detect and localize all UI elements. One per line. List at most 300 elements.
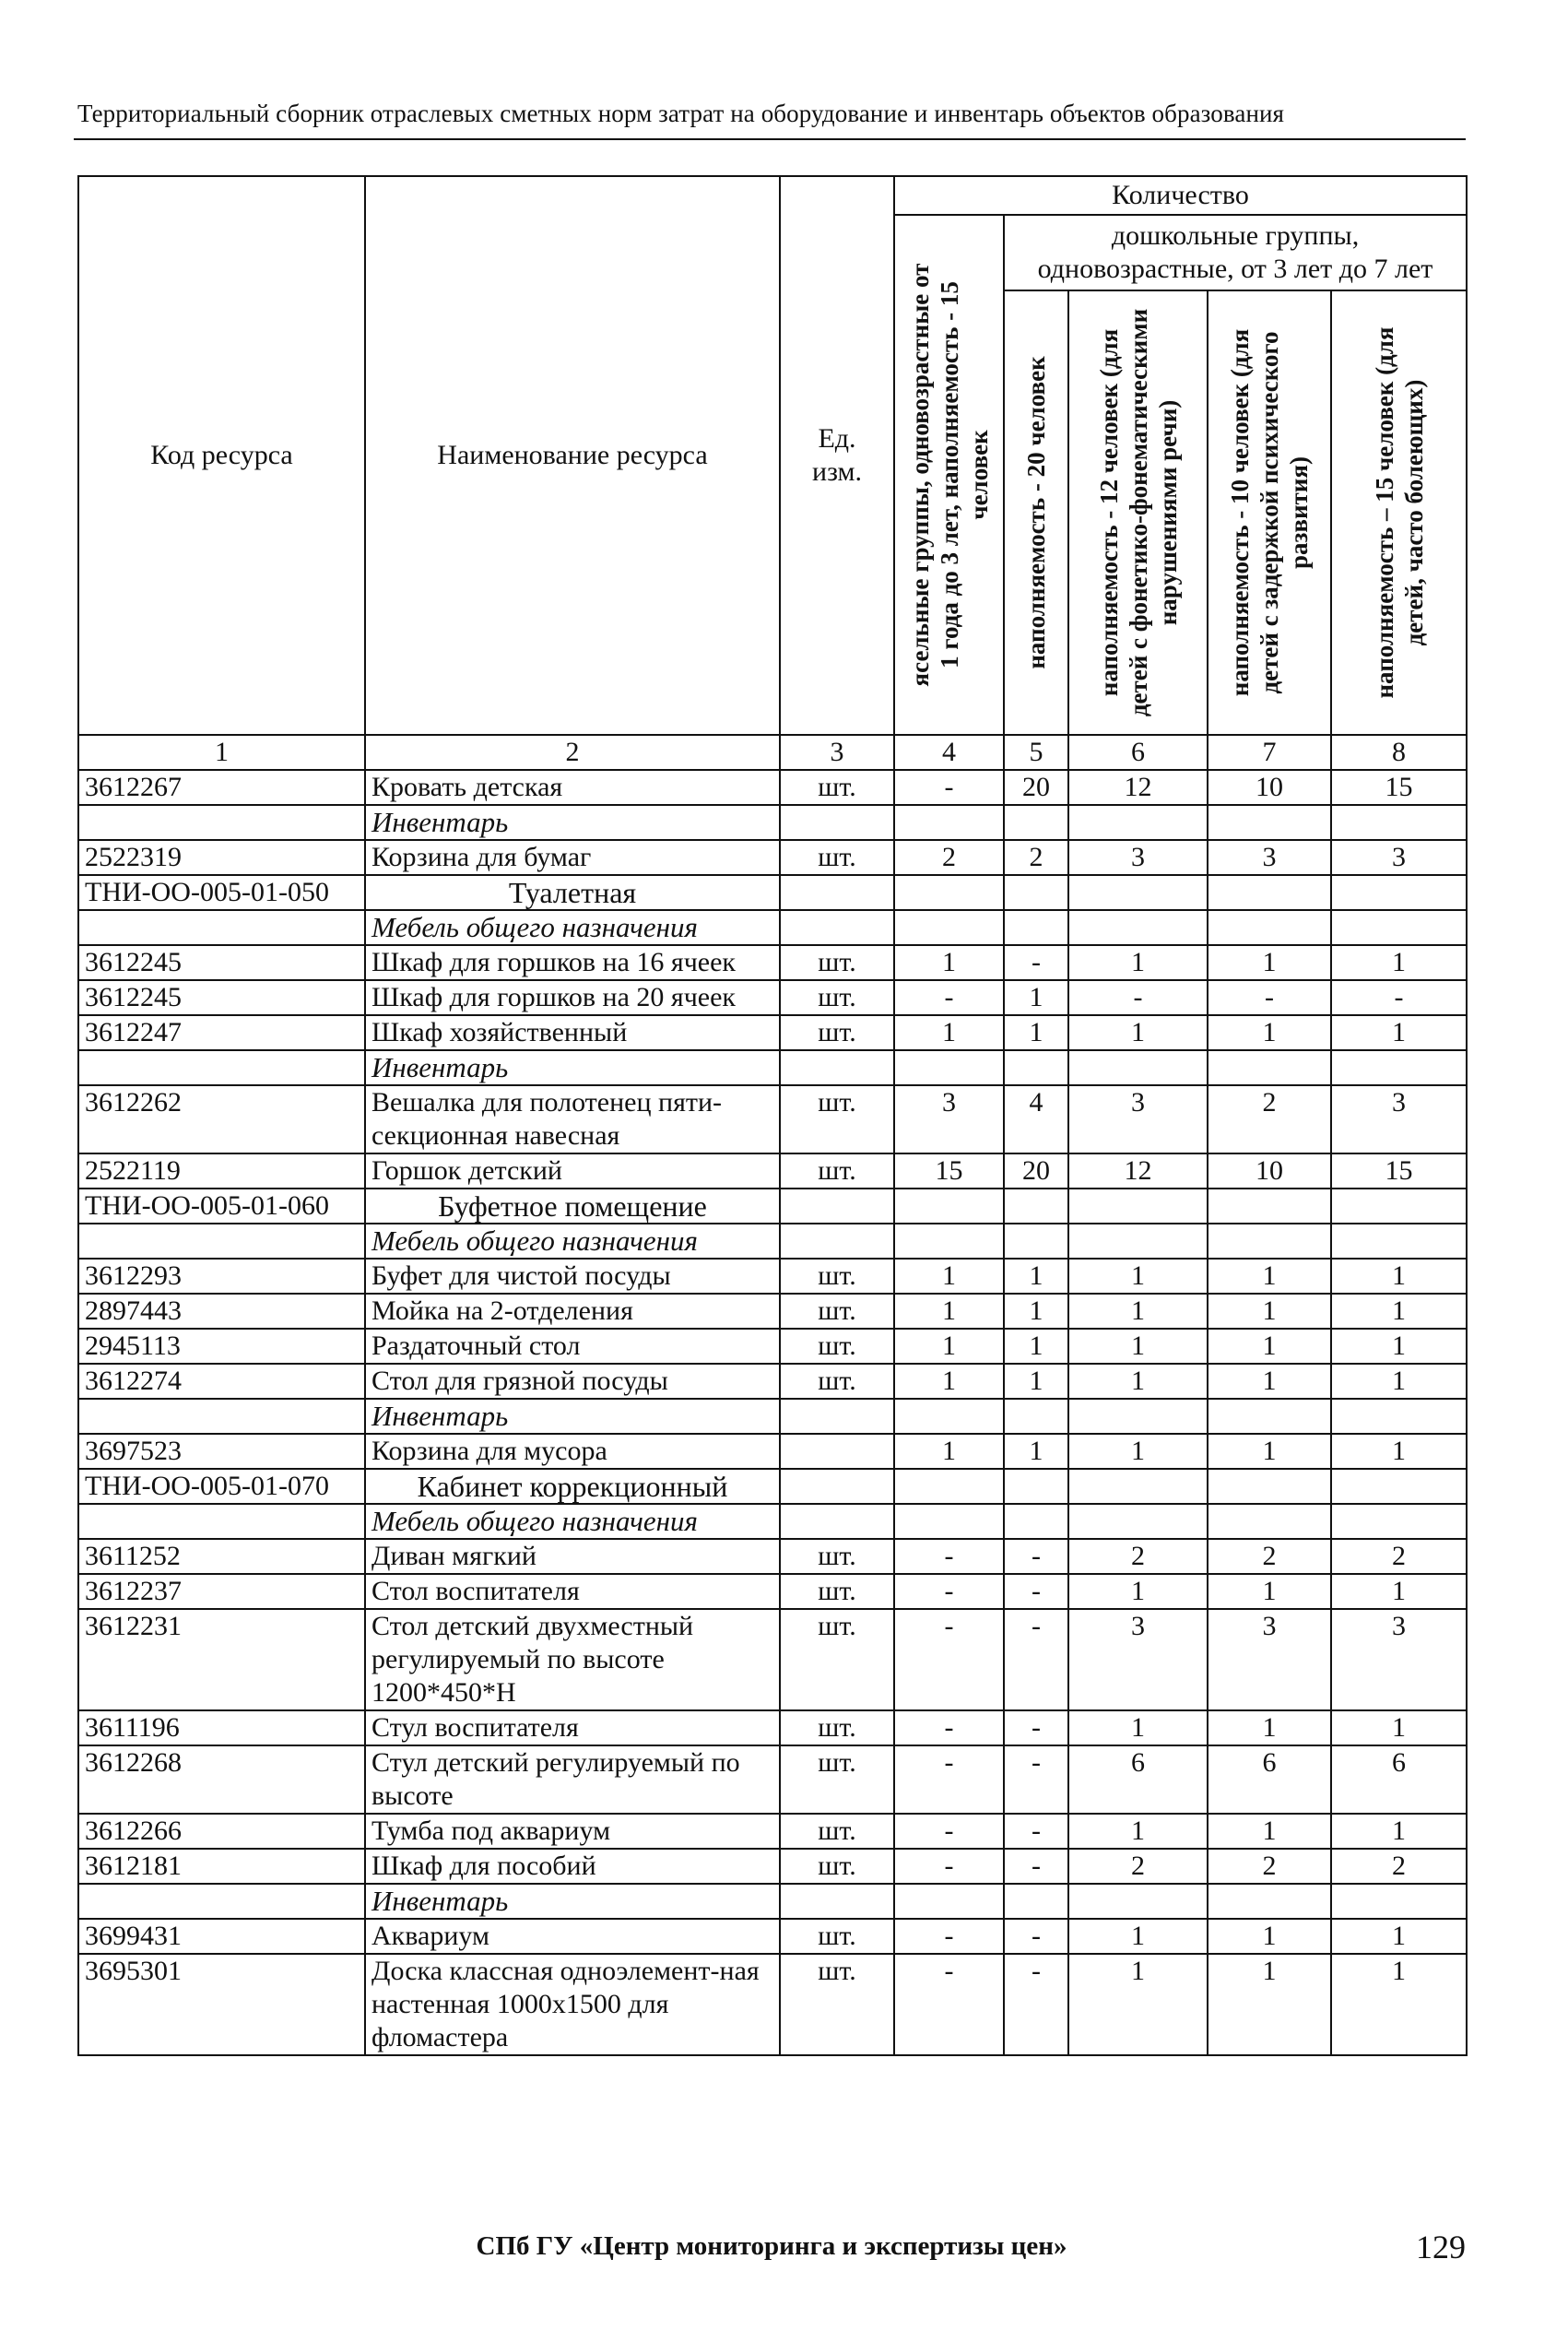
table-row xyxy=(78,1745,1467,1814)
table-row xyxy=(78,1015,1467,1050)
empty-cell xyxy=(1208,1884,1331,1919)
resource-unit: шт. xyxy=(780,1294,894,1329)
quantity-cell: - xyxy=(1004,945,1068,980)
quantity-cell: 20 xyxy=(1004,1153,1068,1189)
table-row xyxy=(78,945,1467,980)
table-row xyxy=(78,1954,1467,2055)
quantity-cell: 1 xyxy=(1004,1434,1068,1469)
resource-unit: шт. xyxy=(780,1710,894,1745)
empty-cell xyxy=(894,875,1004,910)
resource-code: 3612181 xyxy=(78,1849,365,1884)
quantity-cell: 3 xyxy=(1068,1609,1208,1710)
quantity-cell: 1 xyxy=(1068,1015,1208,1050)
quantity-cell: - xyxy=(894,1954,1004,2055)
quantity-cell: 12 xyxy=(1068,770,1208,805)
page-footer xyxy=(77,2230,1466,2266)
empty-cell xyxy=(1331,1189,1467,1224)
category-name: Инвентарь xyxy=(365,1884,780,1919)
resource-code: 3611252 xyxy=(78,1539,365,1574)
quantity-cell: 12 xyxy=(1068,1153,1208,1189)
table-row xyxy=(78,1609,1467,1710)
resource-unit: шт. xyxy=(780,1539,894,1574)
quantity-cell: - xyxy=(1208,980,1331,1015)
quantity-cell: 3 xyxy=(1331,840,1467,875)
quantity-cell: 3 xyxy=(894,1085,1004,1153)
quantity-cell: 1 xyxy=(1068,1294,1208,1329)
quantity-cell: 1 xyxy=(1331,1710,1467,1745)
resource-code: 3612274 xyxy=(78,1364,365,1399)
resource-code: 3612245 xyxy=(78,945,365,980)
quantity-cell: 1 xyxy=(1208,1434,1331,1469)
resource-unit: шт. xyxy=(780,1329,894,1364)
empty-cell xyxy=(78,1224,365,1259)
quantity-cell: - xyxy=(894,770,1004,805)
empty-cell xyxy=(1068,805,1208,840)
quantity-cell: 1 xyxy=(1068,1574,1208,1609)
empty-cell xyxy=(780,1189,894,1224)
quantity-cell: 1 xyxy=(1068,1259,1208,1294)
table-row xyxy=(78,1710,1467,1745)
quantity-cell: 1 xyxy=(894,945,1004,980)
category-row xyxy=(78,1399,1467,1434)
empty-cell xyxy=(1004,805,1068,840)
empty-cell xyxy=(1068,1050,1208,1085)
table-row xyxy=(78,1329,1467,1364)
resource-code: 3611196 xyxy=(78,1710,365,1745)
resource-code: 2897443 xyxy=(78,1294,365,1329)
resource-code: 2945113 xyxy=(78,1329,365,1364)
quantity-cell: 1 xyxy=(894,1329,1004,1364)
category-name: Мебель общего назначения xyxy=(365,910,780,945)
empty-cell xyxy=(1208,910,1331,945)
resource-code: 3612267 xyxy=(78,770,365,805)
quantity-cell: 15 xyxy=(894,1153,1004,1189)
quantity-cell: - xyxy=(894,1574,1004,1609)
table-body xyxy=(78,770,1467,2055)
resource-code: 3612245 xyxy=(78,980,365,1015)
resource-name: Стол для грязной посуды xyxy=(365,1364,780,1399)
quantity-cell: 1 xyxy=(1208,945,1331,980)
resource-name: Корзина для мусора xyxy=(365,1434,780,1469)
quantity-cell: - xyxy=(894,980,1004,1015)
resource-unit: шт. xyxy=(780,1954,894,2055)
empty-cell xyxy=(1068,1189,1208,1224)
empty-cell xyxy=(1004,1884,1068,1919)
quantity-cell: 15 xyxy=(1331,770,1467,805)
resource-name: Вешалка для полотенец пяти-секционная навесная xyxy=(365,1085,780,1153)
quantity-cell: 6 xyxy=(1068,1745,1208,1814)
empty-cell xyxy=(1068,1884,1208,1919)
category-row xyxy=(78,1884,1467,1919)
col-header-8 xyxy=(1331,290,1467,735)
empty-cell xyxy=(78,910,365,945)
empty-cell xyxy=(1208,1399,1331,1434)
column-number: 3 xyxy=(780,735,894,770)
resource-code: 3612268 xyxy=(78,1745,365,1814)
resource-name: Шкаф хозяйственный xyxy=(365,1015,780,1050)
empty-cell xyxy=(1331,805,1467,840)
empty-cell xyxy=(1004,910,1068,945)
quantity-cell: 15 xyxy=(1331,1153,1467,1189)
resource-unit: шт. xyxy=(780,1745,894,1814)
resource-code: 3612237 xyxy=(78,1574,365,1609)
footer-organization: СПб ГУ «Центр мониторинга и экспертизы цен» xyxy=(476,2231,1067,2261)
resource-name: Доска классная одноэлемент-ная настенная 1000х1500 для фломастера xyxy=(365,1954,780,2055)
quantity-cell: 1 xyxy=(1208,1015,1331,1050)
quantity-cell: 1 xyxy=(1208,1364,1331,1399)
quantity-cell: - xyxy=(1331,980,1467,1015)
resource-code: 3612247 xyxy=(78,1015,365,1050)
column-number: 8 xyxy=(1331,735,1467,770)
empty-cell xyxy=(1004,1504,1068,1539)
empty-cell xyxy=(894,1399,1004,1434)
quantity-cell: 6 xyxy=(1331,1745,1467,1814)
empty-cell xyxy=(78,1399,365,1434)
resource-unit: шт. xyxy=(780,945,894,980)
quantity-cell: 4 xyxy=(1004,1085,1068,1153)
col-header-8-text: наполняемость – 15 человек (для детей, часто болеющих) xyxy=(1370,326,1428,699)
empty-cell xyxy=(1068,1504,1208,1539)
col-header-5-text: наполняемость - 20 человек xyxy=(1022,356,1050,669)
resource-name: Раздаточный стол xyxy=(365,1329,780,1364)
empty-cell xyxy=(1068,1224,1208,1259)
quantity-cell: 2 xyxy=(1208,1539,1331,1574)
table-row xyxy=(78,1849,1467,1884)
empty-cell xyxy=(1331,1050,1467,1085)
quantity-cell: 1 xyxy=(1331,1919,1467,1954)
quantity-cell: 2 xyxy=(1331,1539,1467,1574)
empty-cell xyxy=(1004,875,1068,910)
category-name: Инвентарь xyxy=(365,805,780,840)
quantity-cell: 1 xyxy=(1208,1954,1331,2055)
empty-cell xyxy=(1208,875,1331,910)
column-number-row xyxy=(78,735,1467,770)
quantity-cell: - xyxy=(894,1814,1004,1849)
quantity-cell: - xyxy=(894,1539,1004,1574)
quantity-cell: 3 xyxy=(1208,840,1331,875)
table-row xyxy=(78,1814,1467,1849)
col-header-code: Код ресурса xyxy=(78,176,365,735)
table-row xyxy=(78,1294,1467,1329)
quantity-cell: - xyxy=(1004,1609,1068,1710)
empty-cell xyxy=(894,805,1004,840)
category-name: Инвентарь xyxy=(365,1399,780,1434)
quantity-cell: 6 xyxy=(1208,1745,1331,1814)
quantity-cell: 1 xyxy=(1068,1434,1208,1469)
quantity-cell: 20 xyxy=(1004,770,1068,805)
empty-cell xyxy=(894,1469,1004,1504)
col-header-7 xyxy=(1208,290,1331,735)
table-row xyxy=(78,1085,1467,1153)
resource-code: 3612266 xyxy=(78,1814,365,1849)
empty-cell xyxy=(1331,875,1467,910)
section-name: Кабинет коррекционный xyxy=(365,1469,780,1504)
quantity-cell: 1 xyxy=(1331,1015,1467,1050)
quantity-cell: - xyxy=(1004,1745,1068,1814)
quantity-cell: - xyxy=(1068,980,1208,1015)
table-row xyxy=(78,1434,1467,1469)
empty-cell xyxy=(78,1504,365,1539)
page-number: 129 xyxy=(1416,2229,1466,2265)
quantity-cell: 3 xyxy=(1068,840,1208,875)
quantity-cell: 10 xyxy=(1208,1153,1331,1189)
resource-unit: шт. xyxy=(780,1364,894,1399)
resource-name: Стул воспитателя xyxy=(365,1710,780,1745)
quantity-cell: 1 xyxy=(1208,1259,1331,1294)
quantity-cell: 1 xyxy=(1004,1259,1068,1294)
category-row xyxy=(78,805,1467,840)
resource-unit: шт. xyxy=(780,1814,894,1849)
resource-unit: шт. xyxy=(780,1574,894,1609)
quantity-cell: 1 xyxy=(1004,1294,1068,1329)
column-number: 5 xyxy=(1004,735,1068,770)
quantity-cell: - xyxy=(1004,1710,1068,1745)
empty-cell xyxy=(894,1050,1004,1085)
section-name: Буфетное помещение xyxy=(365,1189,780,1224)
col-header-7-text: наполняемость - 10 человек (для детей с задержкой психического развития) xyxy=(1226,328,1313,697)
quantity-cell: - xyxy=(1004,1849,1068,1884)
resource-code: 3612262 xyxy=(78,1085,365,1153)
empty-cell xyxy=(1004,1050,1068,1085)
quantity-cell: 1 xyxy=(1331,1574,1467,1609)
empty-cell xyxy=(78,805,365,840)
empty-cell xyxy=(1068,910,1208,945)
page-header: Территориальный сборник отраслевых сметных норм затрат на оборудование и инвентарь объектов образования xyxy=(77,100,1285,127)
empty-cell xyxy=(780,1399,894,1434)
quantity-cell: 2 xyxy=(1068,1539,1208,1574)
quantity-cell: 1 xyxy=(894,1015,1004,1050)
empty-cell xyxy=(1068,1469,1208,1504)
resource-unit: шт. xyxy=(780,770,894,805)
empty-cell xyxy=(894,910,1004,945)
quantity-cell: 1 xyxy=(1331,1259,1467,1294)
quantity-cell: - xyxy=(1004,1954,1068,2055)
resource-name: Стол воспитателя xyxy=(365,1574,780,1609)
quantity-cell: 1 xyxy=(1068,1710,1208,1745)
quantity-cell: 10 xyxy=(1208,770,1331,805)
empty-cell xyxy=(894,1504,1004,1539)
col-header-unit: Ед. изм. xyxy=(780,176,894,735)
quantity-cell: 1 xyxy=(894,1294,1004,1329)
empty-cell xyxy=(1208,1504,1331,1539)
quantity-cell: - xyxy=(1004,1574,1068,1609)
quantity-cell: - xyxy=(894,1745,1004,1814)
quantity-cell: - xyxy=(1004,1814,1068,1849)
empty-cell xyxy=(780,1224,894,1259)
empty-cell xyxy=(1004,1469,1068,1504)
empty-cell xyxy=(1004,1189,1068,1224)
quantity-cell: - xyxy=(894,1710,1004,1745)
quantity-cell: 3 xyxy=(1208,1609,1331,1710)
quantity-cell: 2 xyxy=(1208,1085,1331,1153)
resource-unit: шт. xyxy=(780,1015,894,1050)
empty-cell xyxy=(1208,1050,1331,1085)
column-number: 4 xyxy=(894,735,1004,770)
section-code: ТНИ-ОО-005-01-060 xyxy=(78,1189,365,1224)
section-code: ТНИ-ОО-005-01-050 xyxy=(78,875,365,910)
resource-unit: шт. xyxy=(780,840,894,875)
quantity-cell: 1 xyxy=(1068,1919,1208,1954)
quantity-cell: - xyxy=(894,1849,1004,1884)
resource-unit: шт. xyxy=(780,1259,894,1294)
table-row xyxy=(78,1919,1467,1954)
resource-name: Диван мягкий xyxy=(365,1539,780,1574)
section-row xyxy=(78,1189,1467,1224)
quantity-cell: 1 xyxy=(1331,1364,1467,1399)
empty-cell xyxy=(1068,1399,1208,1434)
category-row xyxy=(78,1504,1467,1539)
col-header-quantity: Количество xyxy=(894,176,1467,215)
resource-name: Кровать детская xyxy=(365,770,780,805)
empty-cell xyxy=(780,1469,894,1504)
quantity-cell: 1 xyxy=(1004,980,1068,1015)
column-number: 2 xyxy=(365,735,780,770)
resource-code: 3697523 xyxy=(78,1434,365,1469)
empty-cell xyxy=(1331,1224,1467,1259)
header-rule xyxy=(74,138,1466,140)
section-name: Туалетная xyxy=(365,875,780,910)
resource-name: Стол детский двухместный регулируемый по высоте 1200*450*Н xyxy=(365,1609,780,1710)
resource-name: Мойка на 2-отделения xyxy=(365,1294,780,1329)
empty-cell xyxy=(1208,1189,1331,1224)
col-header-6 xyxy=(1068,290,1208,735)
quantity-cell: 1 xyxy=(1004,1329,1068,1364)
empty-cell xyxy=(1331,1399,1467,1434)
quantity-cell: 3 xyxy=(1331,1085,1467,1153)
col-header-name: Наименование ресурса xyxy=(365,176,780,735)
empty-cell xyxy=(780,1884,894,1919)
table-row xyxy=(78,840,1467,875)
quantity-cell: 1 xyxy=(1331,1434,1467,1469)
table-head xyxy=(78,176,1467,770)
quantity-cell: 2 xyxy=(1331,1849,1467,1884)
resource-table xyxy=(77,175,1468,2056)
quantity-cell: - xyxy=(1004,1919,1068,1954)
category-name: Мебель общего назначения xyxy=(365,1504,780,1539)
resource-code: 3699431 xyxy=(78,1919,365,1954)
resource-unit: шт. xyxy=(780,1849,894,1884)
resource-code: 3612231 xyxy=(78,1609,365,1710)
column-number: 7 xyxy=(1208,735,1331,770)
quantity-cell: 1 xyxy=(1208,1919,1331,1954)
section-row xyxy=(78,1469,1467,1504)
resource-name: Шкаф для горшков на 16 ячеек xyxy=(365,945,780,980)
section-code: ТНИ-ОО-005-01-070 xyxy=(78,1469,365,1504)
category-row xyxy=(78,1224,1467,1259)
empty-cell xyxy=(1331,910,1467,945)
resource-name: Корзина для бумаг xyxy=(365,840,780,875)
quantity-cell: - xyxy=(1004,1539,1068,1574)
empty-cell xyxy=(1208,1469,1331,1504)
quantity-cell: 2 xyxy=(1068,1849,1208,1884)
quantity-cell: 3 xyxy=(1068,1085,1208,1153)
quantity-cell: 1 xyxy=(1208,1814,1331,1849)
quantity-cell: 1 xyxy=(894,1434,1004,1469)
resource-name: Аквариум xyxy=(365,1919,780,1954)
empty-cell xyxy=(1331,1469,1467,1504)
resource-unit xyxy=(780,1434,894,1469)
table-row xyxy=(78,1539,1467,1574)
category-row xyxy=(78,910,1467,945)
quantity-cell: 3 xyxy=(1331,1609,1467,1710)
empty-cell xyxy=(894,1189,1004,1224)
empty-cell xyxy=(780,1050,894,1085)
col-header-4-text: ясельные группы, одновозрастные от 1 года до 3 лет, наполняемость - 15 человек xyxy=(905,263,993,687)
section-row xyxy=(78,875,1467,910)
quantity-cell: - xyxy=(894,1919,1004,1954)
quantity-cell: 1 xyxy=(1208,1294,1331,1329)
resource-unit: шт. xyxy=(780,980,894,1015)
table-row xyxy=(78,1574,1467,1609)
quantity-cell: 1 xyxy=(894,1259,1004,1294)
resource-code: 2522119 xyxy=(78,1153,365,1189)
quantity-cell: 1 xyxy=(1004,1015,1068,1050)
resource-name: Буфет для чистой посуды xyxy=(365,1259,780,1294)
resource-name: Шкаф для горшков на 20 ячеек xyxy=(365,980,780,1015)
col-header-6-text: наполняемость - 12 человек (для детей с фонетико-фонематическими нарушениями речи) xyxy=(1094,308,1182,717)
resource-name: Горшок детский xyxy=(365,1153,780,1189)
empty-cell xyxy=(1004,1399,1068,1434)
category-name: Мебель общего назначения xyxy=(365,1224,780,1259)
resource-name: Тумба под аквариум xyxy=(365,1814,780,1849)
empty-cell xyxy=(894,1224,1004,1259)
resource-code: 3695301 xyxy=(78,1954,365,2055)
quantity-cell: 1 xyxy=(1331,1329,1467,1364)
col-header-preschool: дошкольные группы, одновозрастные, от 3 лет до 7 лет xyxy=(1004,215,1467,290)
col-header-5 xyxy=(1004,290,1068,735)
quantity-cell: 2 xyxy=(1004,840,1068,875)
quantity-cell: 1 xyxy=(1208,1574,1331,1609)
table-row xyxy=(78,770,1467,805)
resource-name: Стул детский регулируемый по высоте xyxy=(365,1745,780,1814)
quantity-cell: 1 xyxy=(894,1364,1004,1399)
quantity-cell: 1 xyxy=(1068,1329,1208,1364)
empty-cell xyxy=(78,1050,365,1085)
table-row xyxy=(78,1259,1467,1294)
resource-unit: шт. xyxy=(780,1919,894,1954)
empty-cell xyxy=(1208,805,1331,840)
resource-name: Шкаф для пособий xyxy=(365,1849,780,1884)
table-row xyxy=(78,1153,1467,1189)
quantity-cell: 1 xyxy=(1208,1329,1331,1364)
empty-cell xyxy=(780,1504,894,1539)
empty-cell xyxy=(894,1884,1004,1919)
column-number: 6 xyxy=(1068,735,1208,770)
category-row xyxy=(78,1050,1467,1085)
resource-unit: шт. xyxy=(780,1085,894,1153)
resource-code: 2522319 xyxy=(78,840,365,875)
empty-cell xyxy=(780,910,894,945)
category-name: Инвентарь xyxy=(365,1050,780,1085)
quantity-cell: 1 xyxy=(1208,1710,1331,1745)
quantity-cell: 1 xyxy=(1331,1294,1467,1329)
quantity-cell: 1 xyxy=(1068,1364,1208,1399)
column-number: 1 xyxy=(78,735,365,770)
empty-cell xyxy=(1331,1504,1467,1539)
col-header-4 xyxy=(894,215,1004,735)
quantity-cell: 1 xyxy=(1331,945,1467,980)
quantity-cell: 1 xyxy=(1331,1814,1467,1849)
quantity-cell: - xyxy=(894,1609,1004,1710)
empty-cell xyxy=(1068,875,1208,910)
resource-code: 3612293 xyxy=(78,1259,365,1294)
empty-cell xyxy=(78,1884,365,1919)
table-row xyxy=(78,980,1467,1015)
quantity-cell: 1 xyxy=(1004,1364,1068,1399)
quantity-cell: 1 xyxy=(1331,1954,1467,2055)
quantity-cell: 1 xyxy=(1068,945,1208,980)
quantity-cell: 2 xyxy=(1208,1849,1331,1884)
